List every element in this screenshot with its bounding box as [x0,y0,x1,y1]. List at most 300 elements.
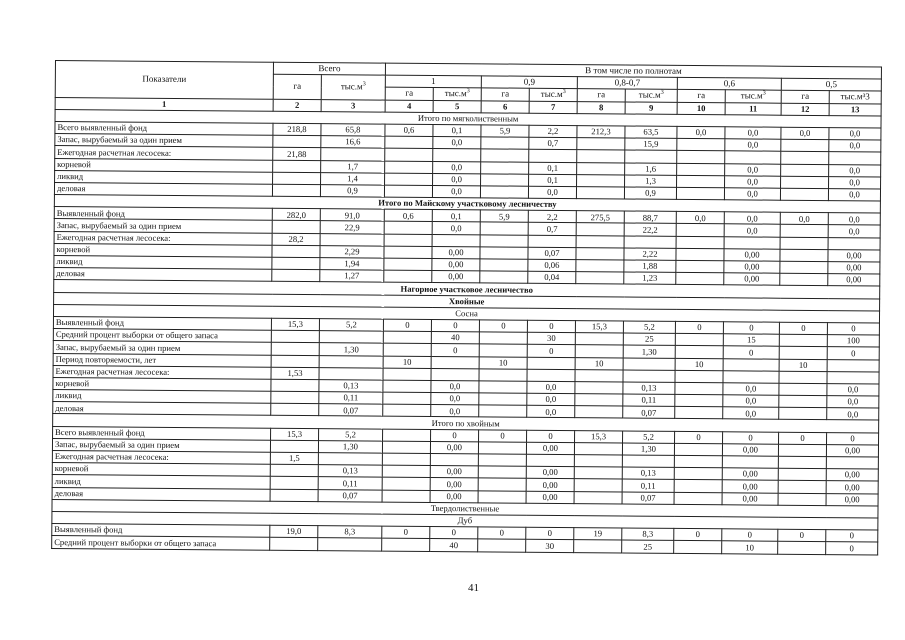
table-cell: 0,0 [725,175,781,188]
row-label: деловая [52,487,270,501]
table-cell [574,467,622,480]
total-header: Всего [273,62,385,75]
table-cell: 0,00 [722,492,778,505]
row-label: корневой [55,158,273,172]
forest-fund-table [51,60,882,555]
table-cell [675,407,723,420]
column-number: 9 [625,102,677,115]
table-cell: 0,00 [432,258,480,271]
table-cell [478,466,526,479]
table-cell: 1,5 [270,452,318,465]
column-number: 13 [829,103,881,116]
table-cell [675,346,723,359]
table-cell: 0,07 [319,404,383,417]
table-cell: 22,2 [624,223,676,236]
table-cell [781,176,829,189]
table-cell: 0 [675,431,723,444]
table-cell: 0,00 [724,273,780,286]
column-number: 11 [725,102,781,115]
row-label: Всего выявленный фонд [53,426,271,440]
table-cell: 0,9 [624,187,676,200]
table-cell [479,381,527,394]
table-cell [271,330,319,343]
table-cell [382,490,430,503]
table-cell [481,137,529,150]
table-cell: 0,0 [433,137,481,150]
table-cell: 2,2 [529,125,577,138]
table-cell [385,136,433,149]
table-body [52,109,881,554]
table-cell: 2,22 [624,248,676,261]
table-cell: 0,0 [528,186,576,199]
table-cell: 25 [622,540,674,553]
table-cell: 16,6 [321,136,385,149]
table-cell [320,233,384,246]
table-cell: 0,00 [526,466,574,479]
table-cell [623,370,675,383]
volume-subheader: $тыс.м^3$ [529,89,577,102]
table-cell: 0,0 [828,188,880,201]
ha-subheader: га [481,88,529,101]
table-cell: 0,13 [319,379,383,392]
row-label: Запас, вырубаемый за один прием [53,341,271,355]
table-cell [576,235,624,248]
table-cell [574,442,622,455]
table-cell: 0,0 [677,126,725,139]
table-cell: 0,00 [828,274,880,287]
table-cell: 100 [827,335,879,348]
table-cell: 1,4 [321,172,385,185]
table-cell: 0 [430,527,478,540]
table-cell: 0,6 [385,124,433,137]
volume-subheader: тыс.м³3 [829,91,881,104]
column-number: 2 [273,99,321,112]
table-cell [318,538,382,551]
table-cell [272,257,320,270]
table-cell [676,273,724,286]
table-cell [674,455,722,468]
row-label: ликвид [54,255,272,269]
table-cell: 1,53 [271,367,319,380]
row-label: ликвид [52,475,270,489]
table-cell: 0,1 [432,210,480,223]
table-cell [576,272,624,285]
table-cell: 1,94 [320,258,384,271]
table-cell: 0,0 [432,222,480,235]
table-cell: 0,0 [433,173,481,186]
table-cell: 0,0 [827,408,879,421]
table-cell: 0,0 [431,405,479,418]
table-cell: 0,00 [526,491,574,504]
table-cell: 0,13 [622,467,674,480]
table-cell [723,370,779,383]
table-cell: 0,00 [722,444,778,457]
table-cell: 0 [431,344,479,357]
table-cell [382,465,430,478]
table-cell: 275,5 [576,211,624,224]
table-cell [575,345,623,358]
column-number: 5 [433,100,481,113]
table-cell: 0 [723,322,779,335]
table-cell: 1,3 [625,175,677,188]
table-cell [382,538,430,551]
row-label: корневой [54,243,272,257]
table-cell: 0,0 [829,140,881,153]
table-cell [677,163,725,176]
table-cell [574,491,622,504]
table-cell: 0,0 [827,396,879,409]
table-cell: 15,9 [625,138,677,151]
table-cell [319,367,383,380]
table-cell [574,479,622,492]
table-cell [676,248,724,261]
table-cell: 1,30 [623,345,675,358]
table-cell [781,152,829,165]
table-cell [480,271,528,284]
table-cell [577,150,625,163]
table-cell [431,368,479,381]
section-title: Сосна [53,304,879,323]
table-cell [478,478,526,491]
table-cell: 21,88 [273,148,321,161]
table-cell: 0,00 [828,249,880,262]
table-cell [383,331,431,344]
table-cell: 22,9 [320,221,384,234]
document-page [51,60,881,555]
table-cell [271,355,319,368]
table-cell: 0,9 [320,184,384,197]
table-cell [625,150,677,163]
table-cell [385,161,433,174]
table-cell [623,357,675,370]
table-cell: 0,0 [829,128,881,141]
table-cell [577,138,625,151]
table-cell: 0 [723,346,779,359]
table-cell: 0,00 [430,466,478,479]
table-cell [383,392,431,405]
table-cell [826,457,878,470]
table-cell: 63,5 [625,126,677,139]
table-cell: 10 [575,357,623,370]
table-cell [675,382,723,395]
table-cell: 0,00 [432,246,480,259]
table-cell: 40 [430,539,478,552]
table-cell: 0,00 [526,479,574,492]
table-cell: 0,0 [723,383,779,396]
row-label: деловая [54,182,272,196]
table-cell: 0,00 [432,271,480,284]
table-cell [779,371,827,384]
table-cell [677,139,725,152]
table-cell [478,539,526,552]
table-cell [527,357,575,370]
column-number: 6 [481,100,529,113]
table-cell [576,223,624,236]
density-header: 0,5 [781,78,881,91]
table-cell [383,380,431,393]
table-cell [271,343,319,356]
table-cell: 0,0 [723,395,779,408]
table-cell [272,184,320,197]
table-cell [725,151,781,164]
table-cell [319,331,383,344]
table-cell [780,249,828,262]
row-label: корневой [52,463,270,477]
row-label: ликвид [55,170,273,184]
table-cell [674,492,722,505]
table-cell [383,343,431,356]
row-label: Средний процент выборки от общего запаса [53,329,271,343]
density-header: 1 [385,75,481,88]
table-cell [480,186,528,199]
table-cell: 0 [527,345,575,358]
table-cell [271,391,319,404]
table-cell: 8,3 [318,526,382,539]
table-cell: 0,00 [430,441,478,454]
table-cell [575,333,623,346]
table-cell [479,332,527,345]
section-title: Твердолиственные [52,499,878,518]
table-cell: 15,3 [575,321,623,334]
table-cell [383,404,431,417]
table-cell [384,222,432,235]
volume-subheader: $тыс.м^3$ [725,90,781,103]
table-cell: 0 [383,319,431,332]
table-cell [778,481,826,494]
table-cell: 0,0 [431,380,479,393]
table-cell [780,261,828,274]
table-cell: 0,11 [319,392,383,405]
table-cell: 0 [723,431,779,444]
ha-subheader: га [385,87,433,100]
row-label: Средний процент выборки от общего запаса [52,536,270,550]
table-cell [480,234,528,247]
table-cell: 0 [722,529,778,542]
table-cell: 0,00 [826,493,878,506]
table-cell: 0,00 [826,469,878,482]
table-cell [529,150,577,163]
table-cell: 0 [382,526,430,539]
row-label: Ежегодная расчетная лесосека: [55,146,273,160]
row-label: деловая [53,402,271,416]
table-cell [382,453,430,466]
table-cell: 1,30 [622,443,674,456]
table-cell: 0,00 [826,444,878,457]
row-label: ликвид [53,390,271,404]
table-cell [480,222,528,235]
table-cell: 0 [827,347,879,360]
density-group-header: В том числе по полнотам [385,63,881,79]
table-cell: 0 [827,432,879,445]
table-cell: 30 [526,540,574,553]
table-cell [481,161,529,174]
table-cell [723,358,779,371]
table-cell: 0,0 [829,176,881,189]
ha-subheader: га [577,89,625,102]
table-cell [674,443,722,456]
table-cell: 0,00 [724,261,780,274]
table-cell: 40 [431,332,479,345]
table-cell [675,370,723,383]
table-cell [778,542,826,555]
table-cell: 0,0 [527,393,575,406]
table-cell [479,369,527,382]
table-cell: 0,00 [722,480,778,493]
table-cell [676,236,724,249]
table-cell: 0,0 [527,381,575,394]
table-cell [722,456,778,469]
table-cell [676,224,724,237]
table-cell [273,160,321,173]
table-cell [478,490,526,503]
row-label: Запас, вырубаемый за один прием [52,438,270,452]
table-cell: 10 [479,356,527,369]
table-cell [382,441,430,454]
table-cell: 0,11 [623,394,675,407]
table-cell [676,260,724,273]
table-cell: 0,00 [430,478,478,491]
table-cell: 0,0 [433,161,481,174]
column-number: 4 [385,100,433,113]
table-cell [780,188,828,201]
table-cell [319,355,383,368]
table-cell: 0,07 [623,406,675,419]
table-cell: 5,9 [480,210,528,223]
table-cell [779,347,827,360]
table-cell [677,151,725,164]
table-cell [430,453,478,466]
table-cell [576,260,624,273]
table-cell [384,246,432,259]
density-header: 0,9 [481,76,577,89]
table-cell [778,493,826,506]
row-label: Запас, вырубаемый за один прием [55,134,273,148]
table-cell: 1,27 [320,270,384,283]
table-cell: 2,2 [528,210,576,223]
table-cell: 5,2 [319,319,383,332]
table-cell: 0,0 [725,163,781,176]
table-cell [675,394,723,407]
table-cell [674,468,722,481]
section-title: Итого по Майскому участковому лесничеству [54,195,880,214]
section-title: Дуб [52,511,878,530]
table-cell: 1,23 [624,272,676,285]
table-cell: 1,7 [321,160,385,173]
table-cell [270,440,318,453]
table-cell [478,442,526,455]
table-cell: 10 [675,358,723,371]
table-cell: 65,8 [321,124,385,137]
table-cell [779,334,827,347]
table-cell: 0,13 [623,382,675,395]
table-cell: 5,9 [481,125,529,138]
table-cell [480,247,528,260]
table-cell [781,164,829,177]
table-cell [624,236,676,249]
table-cell: 0,0 [828,213,880,226]
table-cell: 0,0 [432,185,480,198]
table-cell [622,455,674,468]
section-title: Итого по мягколиственным [55,109,881,128]
table-cell [574,455,622,468]
table-cell [384,258,432,271]
table-cell: 0 [827,323,879,336]
table-cell: 1,30 [319,343,383,356]
table-cell: 0 [431,429,479,442]
table-cell: 0,0 [724,188,780,201]
table-cell [675,334,723,347]
table-cell: 0 [674,528,722,541]
table-cell: 0 [526,527,574,540]
table-cell: 0,6 [384,209,432,222]
table-cell: 15,3 [575,430,623,443]
table-cell [270,464,318,477]
table-cell: 0,0 [828,225,880,238]
table-cell [481,174,529,187]
table-cell [480,259,528,272]
column-number: 8 [577,101,625,114]
table-cell [674,541,722,554]
table-cell: 218,8 [273,123,321,136]
table-cell [383,368,431,381]
table-cell [433,149,481,162]
table-cell [576,247,624,260]
table-cell [528,235,576,248]
page-number: 41 [468,582,479,594]
table-cell: 0,0 [781,127,829,140]
table-cell [385,148,433,161]
table-cell: 0,0 [725,127,781,140]
table-cell [779,395,827,408]
column-number: 10 [677,102,725,115]
row-label: Выявленный фонд [53,316,271,330]
table-cell: 1,6 [625,162,677,175]
column-number: 3 [321,99,385,112]
table-cell: 5,2 [623,431,675,444]
table-cell: 1,30 [318,440,382,453]
table-cell [526,454,574,467]
table-cell: 0,07 [318,489,382,502]
volume-subheader: $тыс.м^3$ [433,88,481,101]
table-cell: 0,07 [622,492,674,505]
table-cell [574,540,622,553]
table-cell [271,379,319,392]
table-cell [272,245,320,258]
column-number: 12 [781,103,829,116]
table-cell: 0 [675,321,723,334]
total-volume-header: $тыс.м^3$ [321,75,385,100]
table-cell: 0,11 [318,477,382,490]
table-cell [780,225,828,238]
total-ha-header: га [273,74,321,99]
table-cell [780,237,828,250]
table-cell [674,480,722,493]
indicators-header: Показатели [55,61,273,99]
table-cell: 10 [779,359,827,372]
table-cell [321,148,385,161]
table-cell: 0,0 [723,407,779,420]
table-cell: 19,0 [270,525,318,538]
table-cell [384,234,432,247]
table-cell: 0 [527,430,575,443]
table-cell: 0,00 [826,481,878,494]
table-cell [385,173,433,186]
table-cell: 0,0 [725,139,781,152]
table-cell [575,369,623,382]
table-cell: 0 [431,319,479,332]
table-cell: 212,3 [577,126,625,139]
table-cell [478,454,526,467]
